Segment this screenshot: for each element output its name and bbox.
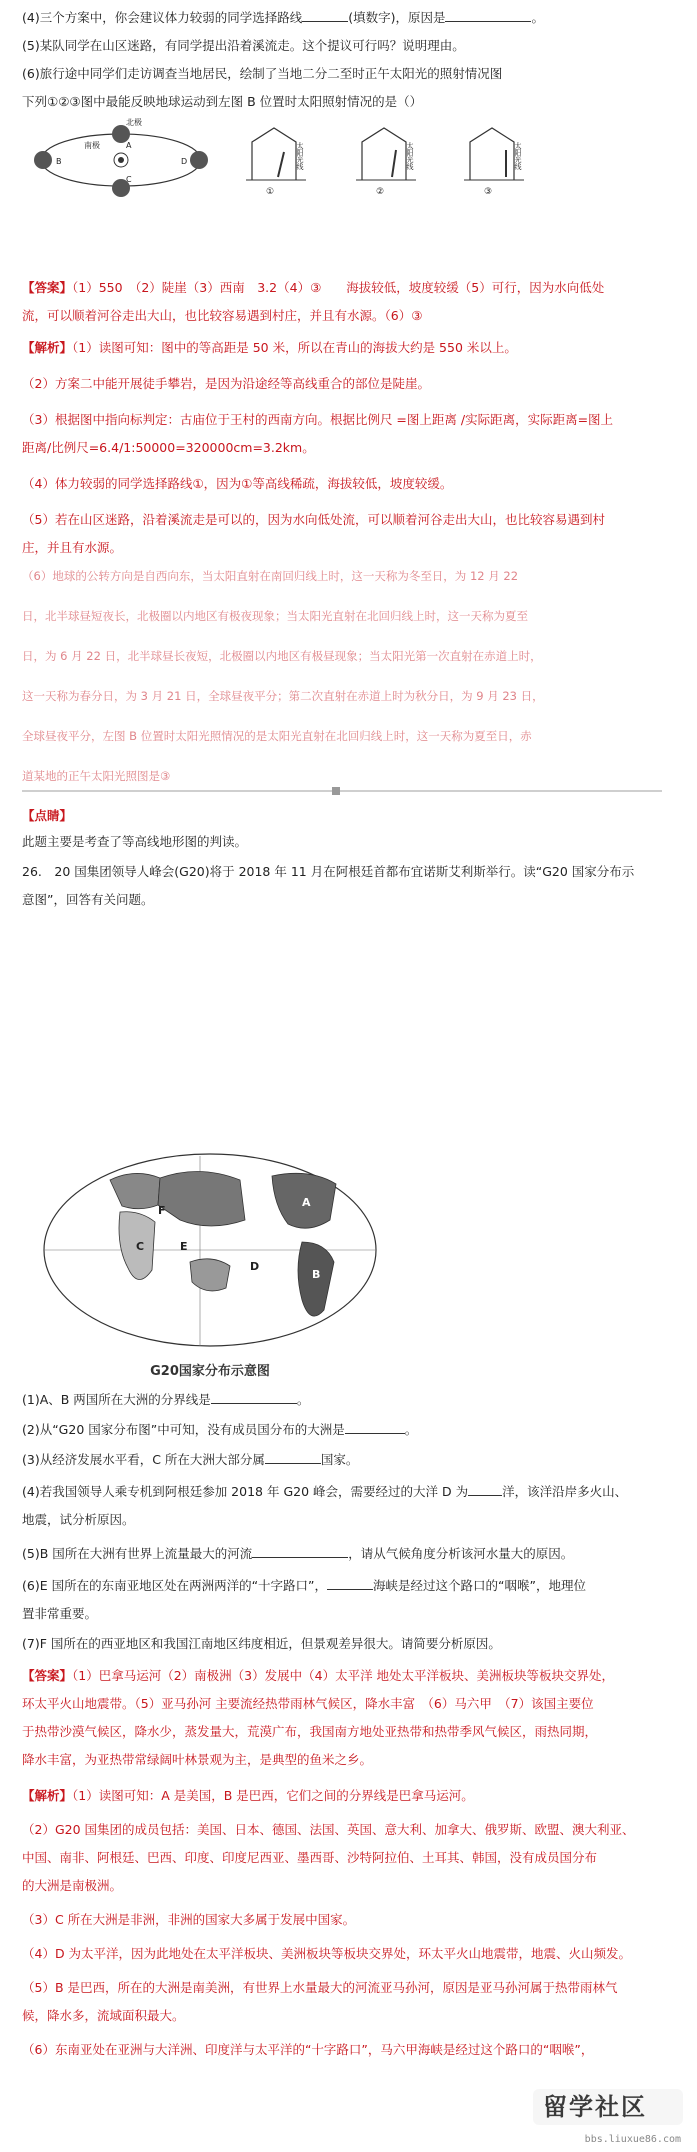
map-caption: G20国家分布示意图 xyxy=(150,1364,270,1379)
scroll-divider xyxy=(22,790,662,792)
q26-answer-line4: 降水丰富，为亚热带常绿阔叶林景观为主，是典型的鱼米之乡。 xyxy=(22,1752,373,1767)
answer-blank xyxy=(302,7,348,22)
q26-analysis-line3: 中国、南非、阿根廷、巴西、印度、印度尼西亚、墨西哥、沙特阿拉伯、土耳其、韩国，没有成员国分布 xyxy=(22,1850,598,1865)
sunlight-label: 太阳光线 xyxy=(514,142,522,170)
q25-line5: (5)某队同学在山区迷路，有同学提出沿着溪流走。这个提议可行吗？说明理由。 xyxy=(22,38,465,53)
q26-analysis-line4: 的大洲是南极洲。 xyxy=(22,1878,123,1893)
q26-analysis-line8: 候，降水多，流域面积最大。 xyxy=(22,2008,185,2023)
sunlight-label: 太阳光线 xyxy=(406,142,414,170)
q26-q5: (5)B 国所在大洲有世界上流量最大的河流 ，请从气候角度分析该河水量大的原因。 xyxy=(22,1542,674,1566)
orbit-label-b: B xyxy=(56,157,62,166)
orbit-label-d: D xyxy=(181,157,188,166)
earth-position-d xyxy=(190,151,208,169)
answer-blank xyxy=(468,1481,502,1496)
q26-q2: (2)从“G20 国家分布图”中可知，没有成员国分布的大洲是 。 xyxy=(22,1418,674,1442)
answer-tag: 【答案】 xyxy=(22,1668,73,1683)
house-number: ③ xyxy=(484,187,493,197)
q26-q1: (1)A、B 两国所在大洲的分界线是 。 xyxy=(22,1388,674,1412)
q26-answer-line2: 环太平火山地震带。（5）亚马孙河 主要流经热带雨林气候区，降水丰富 （6）马六甲 （7）该国主要位 xyxy=(22,1696,594,1711)
q25-analysis-line6: （5）若在山区迷路，沿着溪流走是可以的，因为水向低处流，可以顺着河谷走出大山，也比较容易遇到村 xyxy=(22,512,605,527)
watermark-url: bbs.liuxue86.com xyxy=(584,2134,681,2145)
q25-answer-line2: 流，可以顺着河谷走出大山，也比较容易遇到村庄，并且有水源。（6）③ xyxy=(22,308,423,323)
south-pole-label: 南极 xyxy=(84,141,100,150)
map-label-b: B xyxy=(312,1268,321,1281)
q26-intro-line2: 意图”，回答有关问题。 xyxy=(22,892,154,907)
house-number: ① xyxy=(266,187,275,197)
q25-faded-line1: （6）地球的公转方向是自西向东，当太阳直射在南回归线上时，这一天称为冬至日，为 12 月 22 xyxy=(22,569,519,583)
house-number: ② xyxy=(376,187,385,197)
analysis-tag: 【解析】 xyxy=(22,1788,73,1803)
sunlight-label: 太阳光线 xyxy=(296,142,304,170)
q25-answer-line1: 【答案】（1）550 （2）陡崖（3）西南 3.2（4）③ 海拔较低，坡度较缓（5）可行，因为水向低处 xyxy=(22,280,605,295)
watermark-brand: 留学社区 xyxy=(543,2093,647,2121)
answer-blank xyxy=(265,1449,321,1464)
q25-analysis-line5: （4）体力较弱的同学选择路线①，因为①等高线稀疏，海拔较低，坡度较缓。 xyxy=(22,476,453,491)
q26-q6-cont: 置非常重要。 xyxy=(22,1606,98,1621)
map-label-e: E xyxy=(180,1240,188,1253)
q25-analysis-line3: （3）根据图中指向标判定：古庙位于王村的西南方向。根据比例尺 =图上距离 /实际距离，实际距离=图上 xyxy=(22,412,614,427)
map-label-c: C xyxy=(136,1240,145,1253)
q25-line6b: 下列①②③图中最能反映地球运动到左图 B 位置时太阳照射情况的是（） xyxy=(22,94,423,109)
q25-faded-line3: 日，为 6 月 22 日，北半球昼长夜短，北极圈以内地区有极昼现象；当太阳光第一次直射在赤道上时， xyxy=(22,649,542,663)
q26-analysis-line6: （4）D 为太平洋，因为此地处在太平洋板块、美洲板块等板块交界处，环太平火山地震带，地震、火山频发。 xyxy=(22,1946,632,1961)
q25-analysis-line2: （2）方案二中能开展徒手攀岩，是因为沿途经等高线重合的部位是陡崖。 xyxy=(22,376,430,391)
orbit-label-c: C xyxy=(126,175,132,184)
q25-faded-line4: 这一天称为春分日，为 3 月 21 日，全球昼夜平分；第二次直射在赤道上时为秋分日，为 9 月 23 日， xyxy=(22,689,544,703)
sunlight-house-2 xyxy=(354,122,436,202)
earth-orbit-diagram xyxy=(26,118,216,200)
q25-analysis-line4: 距离/比例尺=6.4/1:50000=320000cm=3.2km。 xyxy=(22,440,315,455)
q25-analysis-line7: 庄，并且有水源。 xyxy=(22,540,123,555)
q26-analysis-line2: （2）G20 国集团的成员包括：美国、日本、德国、法国、英国、意大利、加拿大、俄罗斯、欧盟、澳大利亚、 xyxy=(22,1822,635,1837)
q25-analysis-line1: 【解析】（1）读图可知：图中的等高距是 50 米，所以在青山的海拔大约是 550 米以上。 xyxy=(22,340,517,355)
map-label-f: F xyxy=(158,1204,166,1217)
q26-q6: (6)E 国所在的东南亚地区处在两洲两洋的“十字路口”， 海峡是经过这个路口的“咽喉”，地理位 xyxy=(22,1574,674,1598)
answer-blank xyxy=(211,1389,297,1404)
q26-answer-line1: 【答案】（1）巴拿马运河（2）南极洲（3）发展中（4）太平洋 地处太平洋板块、美洲板块等板块交界处， xyxy=(22,1668,615,1683)
map-label-d: D xyxy=(250,1260,260,1273)
earth-position-b xyxy=(34,151,52,169)
map-label-a: A xyxy=(302,1196,311,1209)
q25-points-text: 此题主要是考查了等高线地形图的判读。 xyxy=(22,834,248,849)
q26-q4-cont: 地震，试分析原因。 xyxy=(22,1512,135,1527)
q25-line4: (4)三个方案中，你会建议体力较弱的同学选择路线 (填数字)，原因是 。 xyxy=(22,6,674,30)
answer-blank xyxy=(327,1575,373,1590)
sunlight-house-1 xyxy=(244,122,326,202)
answer-blank xyxy=(252,1543,348,1558)
q25-points-tag: 【点睛】 xyxy=(22,808,73,823)
q26-analysis-line7: （5）B 是巴西，所在的大洲是南美洲，有世界上水量最大的河流亚马孙河，原因是亚马孙河属于热带雨林气 xyxy=(22,1980,618,1995)
q26-analysis-line9: （6）东南亚处在亚洲与大洋洲、印度洋与太平洋的“十字路口”，马六甲海峡是经过这个路口的“咽喉”， xyxy=(22,2042,594,2057)
g20-map-figure xyxy=(40,1150,380,1380)
answer-blank xyxy=(445,7,531,22)
q25-faded-line5: 全球昼夜平分，左图 B 位置时太阳光照情况的是太阳光直射在北回归线上时，这一天称为夏至日，赤 xyxy=(22,729,532,743)
orbit-label-a: A xyxy=(126,141,132,150)
q26-intro-line1: 26. 20 国集团领导人峰会(G20)将于 2018 年 11 月在阿根廷首都布宜诺斯艾利斯举行。读“G20 国家分布示 xyxy=(22,864,635,879)
analysis-tag: 【解析】 xyxy=(22,340,73,355)
q26-answer-line3: 于热带沙漠气候区，降水少，蒸发量大，荒漠广布，我国南方地处亚热带和热带季风气候区，雨热同期， xyxy=(22,1724,598,1739)
q26-q7: (7)F 国所在的西亚地区和我国江南地区纬度相近，但景观差异很大。请简要分析原因。 xyxy=(22,1636,501,1651)
q25-faded-line6: 道某地的正午太阳光照图是③ xyxy=(22,769,171,783)
q26-analysis-line1: 【解析】（1）读图可知：A 是美国，B 是巴西，它们之间的分界线是巴拿马运河。 xyxy=(22,1788,474,1803)
q26-q4: (4)若我国领导人乘专机到阿根廷参加 2018 年 G20 峰会，需要经过的大洋 D 为 洋，该洋沿岸多火山、 xyxy=(22,1480,674,1504)
q26-q3: (3)从经济发展水平看，C 所在大洲大部分属 国家。 xyxy=(22,1448,674,1472)
north-pole-label: 北极 xyxy=(126,118,142,127)
q26-analysis-line5: （3）C 所在大洲是非洲，非洲的国家大多属于发展中国家。 xyxy=(22,1912,356,1927)
world-map xyxy=(40,1150,380,1360)
sunlight-house-3 xyxy=(462,122,544,202)
divider-handle xyxy=(332,787,340,795)
q25-faded-line2: 日，北半球昼短夜长，北极圈以内地区有极夜现象；当太阳光直射在北回归线上时，这一天称为夏至 xyxy=(22,609,528,623)
answer-tag: 【答案】 xyxy=(22,280,73,295)
answer-blank xyxy=(345,1419,405,1434)
q25-line6a: (6)旅行途中同学们走访调查当地居民，绘制了当地二分二至时正午太阳光的照射情况图 xyxy=(22,66,503,81)
